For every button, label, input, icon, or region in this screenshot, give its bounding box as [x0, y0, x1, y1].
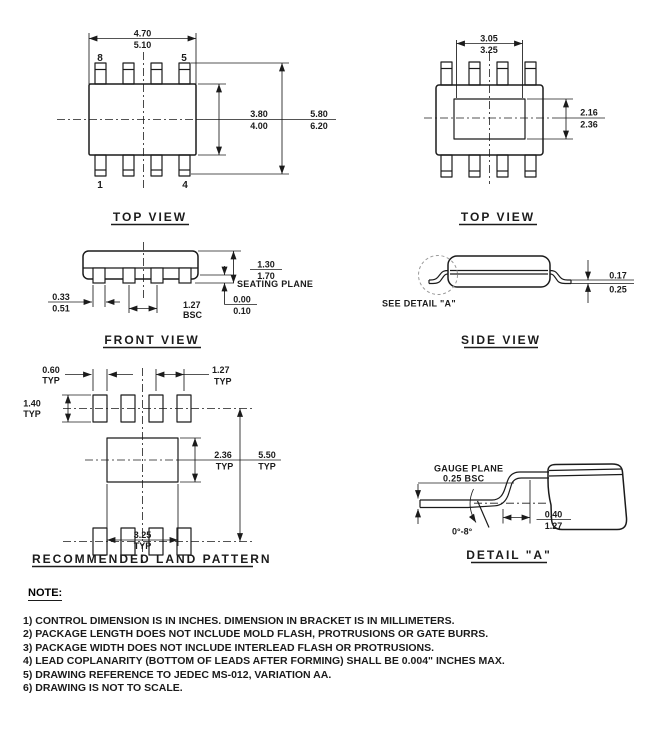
detail-a [418, 464, 627, 563]
side-view-label: SIDE VIEW [460, 333, 542, 347]
note-title [28, 587, 62, 599]
note-title-text: NOTE: [28, 587, 63, 599]
note-item-1: 1) CONTROL DIMENSION IS IN INCHES. DIMENSION IN BRACKET IS IN MILLIMETERS. [23, 615, 455, 627]
pin-4-label: 4 [182, 180, 188, 191]
gauge-plane-label: GAUGE PLANE [434, 463, 504, 474]
front-view-label: FRONT VIEW [104, 333, 200, 347]
bottom-leads [95, 155, 190, 176]
dim-lead-width-max: 0.51 [52, 303, 70, 314]
dim-standoff-max: 0.10 [233, 306, 251, 316]
pin-8-label: 8 [97, 53, 103, 64]
dim-height-max: 1.70 [257, 271, 275, 281]
dim-lead-thickness-min: 0.17 [609, 270, 627, 281]
dim-center-width-qual: TYP [133, 541, 152, 551]
front-view [48, 242, 313, 348]
dim-center-width-value: 3.25 [133, 530, 152, 540]
detail-a-label: DETAIL "A" [466, 548, 552, 562]
dim-body-width-max: 5.10 [133, 40, 152, 50]
dim-lead-width-min: 0.33 [52, 292, 70, 302]
notes-list [23, 615, 505, 695]
top-leads [441, 62, 536, 85]
note-item-5: 5) DRAWING REFERENCE TO JEDEC MS-012, VARIATION AA. [23, 668, 332, 681]
dim-pad-height-value: 1.40 [23, 398, 41, 409]
dim-pad-width-max: 3.25 [480, 45, 498, 55]
dim-pad-height-max: 2.36 [580, 119, 598, 130]
dim-body-height-max: 4.00 [250, 121, 268, 131]
left-lead [429, 271, 448, 284]
dim-pitch-qualifier: BSC [183, 310, 203, 320]
right-lead [550, 271, 571, 284]
note-item-2: 2) PACKAGE LENGTH DOES NOT INCLUDE MOLD FLASH, PROTRUSIONS OR GATE BURRS. [23, 628, 489, 641]
package-body [448, 256, 550, 287]
see-detail-a-label: SEE DETAIL "A" [382, 298, 456, 309]
dim-overall-height-max: 6.20 [310, 121, 328, 131]
pin-5-label: 5 [181, 53, 187, 64]
gauge-offset-label: 0.25 BSC [443, 473, 485, 484]
dim-overall-height-min: 5.80 [310, 109, 328, 119]
dim-pitch-value: 1.27 [183, 300, 201, 310]
lead-angle-label: 0°-8° [452, 526, 473, 537]
dim-pad-width-min: 3.05 [480, 33, 498, 44]
dim-overall-qual: TYP [258, 461, 276, 472]
note-item-6: 6) DRAWING IS NOT TO SCALE. [23, 682, 183, 695]
dim-standoff-min: 0.00 [233, 294, 251, 305]
dim-overall-value: 5.50 [258, 450, 276, 460]
dim-height-min: 1.30 [257, 259, 275, 270]
dim-center-height-qual: TYP [215, 461, 234, 472]
note-item-3: 3) PACKAGE WIDTH DOES NOT INCLUDE INTERLEAD FLASH OR PROTRUSIONS. [23, 641, 435, 654]
dim-pad-width-value: 0.60 [42, 365, 60, 375]
dim-pad-width-qual: TYP [42, 375, 60, 386]
top-leads [95, 63, 190, 84]
bottom-leads [441, 155, 536, 177]
dim-pad-height-qual: TYP [23, 409, 41, 419]
top-view-right [424, 34, 605, 225]
dim-pitch-value: 1.27 [212, 365, 230, 375]
side-view [382, 256, 634, 348]
land-pattern-label: RECOMMENDED LAND PATTERN [32, 552, 272, 566]
dim-foot-length-min: 0.40 [544, 509, 563, 520]
dim-body-height-min: 3.80 [250, 109, 268, 119]
land-pattern [23, 365, 281, 567]
dim-center-height-value: 2.36 [214, 450, 232, 460]
top-view-right-label: TOP VIEW [460, 210, 536, 224]
lead-flank-line [478, 501, 490, 528]
dim-pad-height-min: 2.16 [580, 107, 598, 118]
leads [93, 268, 191, 283]
top-view-left-label: TOP VIEW [112, 210, 188, 224]
dim-pitch-qual: TYP [214, 376, 232, 387]
detail-a-callout-circle [419, 256, 458, 295]
note-item-4: 4) LEAD COPLANARITY (BOTTOM OF LEADS AFTER FORMING) SHALL BE 0.004" INCHES MAX. [23, 655, 505, 668]
seating-plane-label: SEATING PLANE [237, 279, 314, 289]
pin-1-label: 1 [97, 180, 103, 191]
dim-foot-length-max: 1.27 [544, 521, 563, 531]
top-view-left [57, 29, 336, 225]
dim-body-width-min: 4.70 [133, 28, 152, 39]
dim-lead-thickness-max: 0.25 [609, 284, 627, 295]
